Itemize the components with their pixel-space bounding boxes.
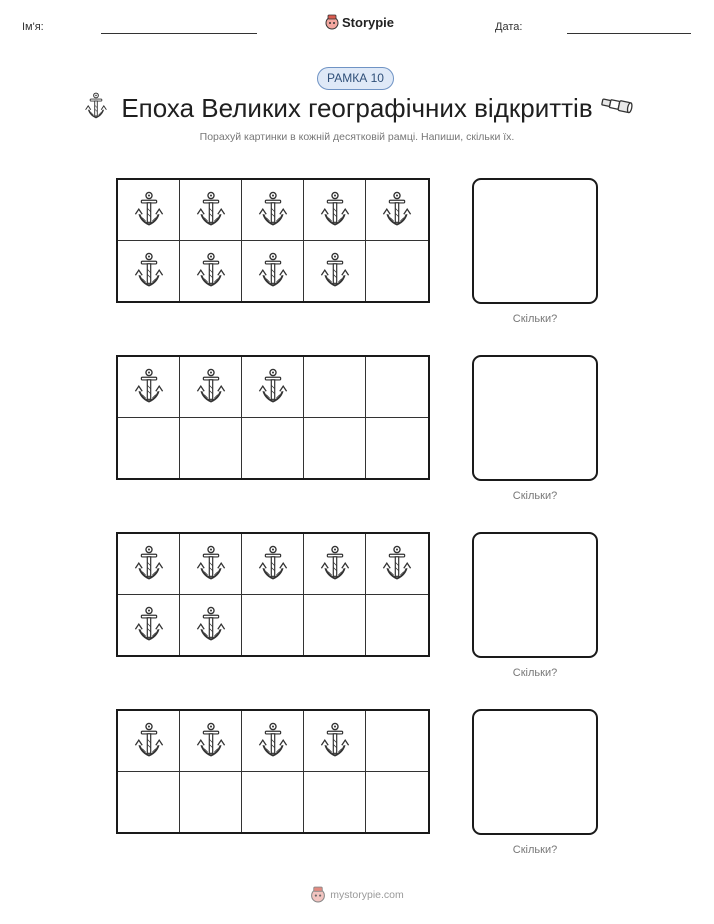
frame-cell: [304, 772, 366, 833]
frame-cell: [304, 711, 366, 772]
date-line[interactable]: [567, 33, 691, 34]
page-title: Епоха Великих географічних відкриттів: [121, 93, 593, 123]
frame-cell: [180, 534, 242, 595]
frame-cell: [304, 418, 366, 479]
answer-box-3[interactable]: [472, 532, 598, 658]
ten-frame-badge: РАМКА 10: [317, 67, 394, 90]
frame-cell: [242, 418, 304, 479]
frame-cell: [366, 357, 428, 418]
frame-cell: [118, 595, 180, 656]
ten-frame-3: [116, 532, 430, 657]
footer: [0, 886, 714, 903]
anchor-icon: [318, 191, 352, 229]
storypie-mascot-icon: [310, 886, 326, 903]
ten-frame-2: [116, 355, 430, 480]
frame-cell: [180, 180, 242, 241]
frame-cell: [366, 534, 428, 595]
frame-cell: [304, 241, 366, 302]
frame-cell: [180, 772, 242, 833]
frame-cell: [242, 595, 304, 656]
frame-cell: [118, 357, 180, 418]
frame-cell: [180, 241, 242, 302]
anchor-icon: [132, 545, 166, 583]
anchor-icon: [194, 545, 228, 583]
anchor-icon: [132, 252, 166, 290]
frame-cell: [242, 772, 304, 833]
frame-cell: [242, 357, 304, 418]
frame-cell: [118, 772, 180, 833]
frame-cell: [118, 180, 180, 241]
frame-cell: [304, 180, 366, 241]
spyglass-icon: [600, 96, 634, 114]
frame-cell: [366, 772, 428, 833]
name-line[interactable]: [101, 33, 257, 34]
date-label: Дата:: [495, 21, 523, 33]
anchor-icon: [194, 368, 228, 406]
frame-cell: [366, 595, 428, 656]
anchor-icon: [256, 368, 290, 406]
frame-cell: [304, 595, 366, 656]
frame-cell: [180, 595, 242, 656]
frame-cell: [242, 711, 304, 772]
ten-frame-1: [116, 178, 430, 303]
anchor-icon: [318, 252, 352, 290]
how-many-label: Скільки?: [512, 490, 558, 502]
frame-cell: [118, 534, 180, 595]
brand-logo: [325, 14, 394, 30]
frame-cell: [242, 534, 304, 595]
instructions: Порахуй картинки в кожній десятковій рамці. Напиши, скільки їх.: [199, 131, 515, 143]
anchor-icon: [256, 191, 290, 229]
answer-box-1[interactable]: [472, 178, 598, 304]
frame-cell: [304, 357, 366, 418]
anchor-icon: [318, 722, 352, 760]
anchor-icon: [318, 545, 352, 583]
anchor-icon: [132, 368, 166, 406]
frame-cell: [118, 241, 180, 302]
storypie-mascot-icon: [325, 14, 339, 30]
anchor-icon: [194, 606, 228, 644]
frame-cell: [242, 180, 304, 241]
how-many-label: Скільки?: [512, 313, 558, 325]
frame-cell: [366, 180, 428, 241]
name-label: Ім'я:: [22, 21, 44, 33]
how-many-label: Скільки?: [512, 667, 558, 679]
anchor-icon: [256, 545, 290, 583]
frame-cell: [180, 418, 242, 479]
frame-cell: [366, 241, 428, 302]
anchor-icon: [132, 191, 166, 229]
anchor-icon: [132, 606, 166, 644]
frame-cell: [118, 418, 180, 479]
anchor-icon: [380, 545, 414, 583]
anchor-icon: [256, 722, 290, 760]
anchor-icon: [256, 252, 290, 290]
answer-box-4[interactable]: [472, 709, 598, 835]
anchor-icon: [194, 252, 228, 290]
frame-cell: [180, 357, 242, 418]
frame-cell: [304, 534, 366, 595]
frame-cell: [366, 711, 428, 772]
anchor-icon: [194, 191, 228, 229]
answer-box-2[interactable]: [472, 355, 598, 481]
anchor-icon: [380, 191, 414, 229]
frame-cell: [242, 241, 304, 302]
frame-cell: [366, 418, 428, 479]
footer-url[interactable]: mystorypie.com: [330, 888, 404, 901]
brand-name: Storypie: [342, 14, 395, 30]
ten-frame-4: [116, 709, 430, 834]
anchor-icon: [132, 722, 166, 760]
how-many-label: Скільки?: [512, 844, 558, 856]
frame-cell: [180, 711, 242, 772]
anchor-icon: [194, 722, 228, 760]
frame-cell: [118, 711, 180, 772]
